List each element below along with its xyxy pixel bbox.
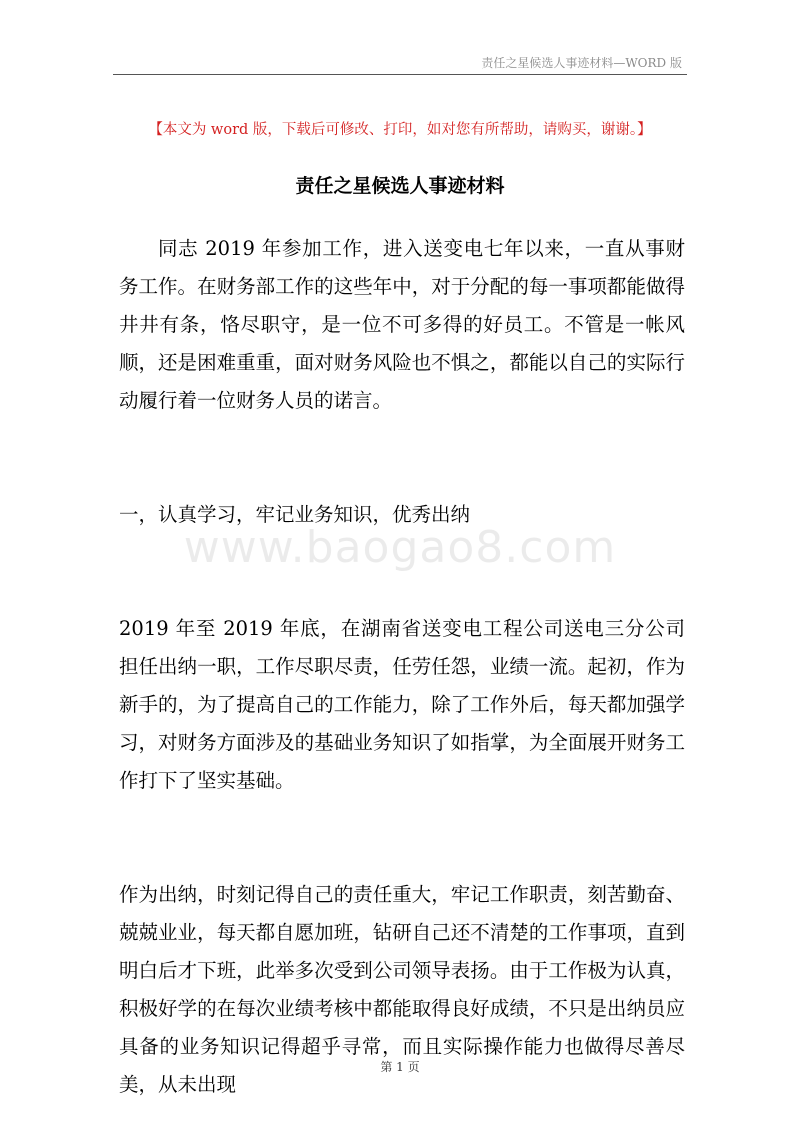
document-title: 责任之星候选人事迹材料 bbox=[295, 175, 505, 197]
paragraph-responsibility: 作为出纳，时刻记得自己的责任重大，牢记工作职责，刻苦勤奋、兢兢业业，每天都自愿加班，钻研自己还不清楚的工作事项，直到明白后才下班，此举多次受到公司领导表扬。由于工作极为认真，积极好学的在每次业绩考核中都能取得良好成绩，不只是出纳员应具备的业务知识记得超乎寻常，而且实际操作能力也做得尽善尽美，从未出现 bbox=[119, 883, 685, 1096]
purchase-notice: 【本文为 word 版，下载后可修改、打印，如对您有所帮助，请购买，谢谢。】 bbox=[148, 122, 652, 138]
running-header: 责任之星候选人事迹材料—WORD 版 bbox=[481, 56, 682, 70]
document-body bbox=[119, 230, 685, 1104]
section-heading: 一，认真学习，牢记业务知识，优秀出纳 bbox=[119, 503, 471, 526]
paragraph-cashier-role: 2019 年至 2019 年底，在湖南省送变电工程公司送电三分公司担任出纳一职，工作尽职尽责，任劳任怨，业绩一流。起初，作为新手的，为了提高自己的工作能力，除了工作外后，每天都加强学习，对财务方面涉及的基础业务知识了如指掌，为全面展开财务工作打下了坚实基础。 bbox=[119, 617, 685, 792]
page-number: 第 1 页 bbox=[380, 1060, 420, 1074]
header-divider bbox=[113, 74, 687, 75]
paragraph-intro: 同志 2019 年参加工作，进入送变电七年以来，一直从事财务工作。在财务部工作的这些年中，对于分配的每一事项都能做得井井有条，恪尽职守，是一位不可多得的好员工。不管是一帐风顺，还是困难重重，面对财务风险也不惧之，都能以自己的实际行动履行着一位财务人员的诺言。 bbox=[119, 237, 685, 412]
watermark: www.baogao8.com bbox=[183, 522, 617, 573]
